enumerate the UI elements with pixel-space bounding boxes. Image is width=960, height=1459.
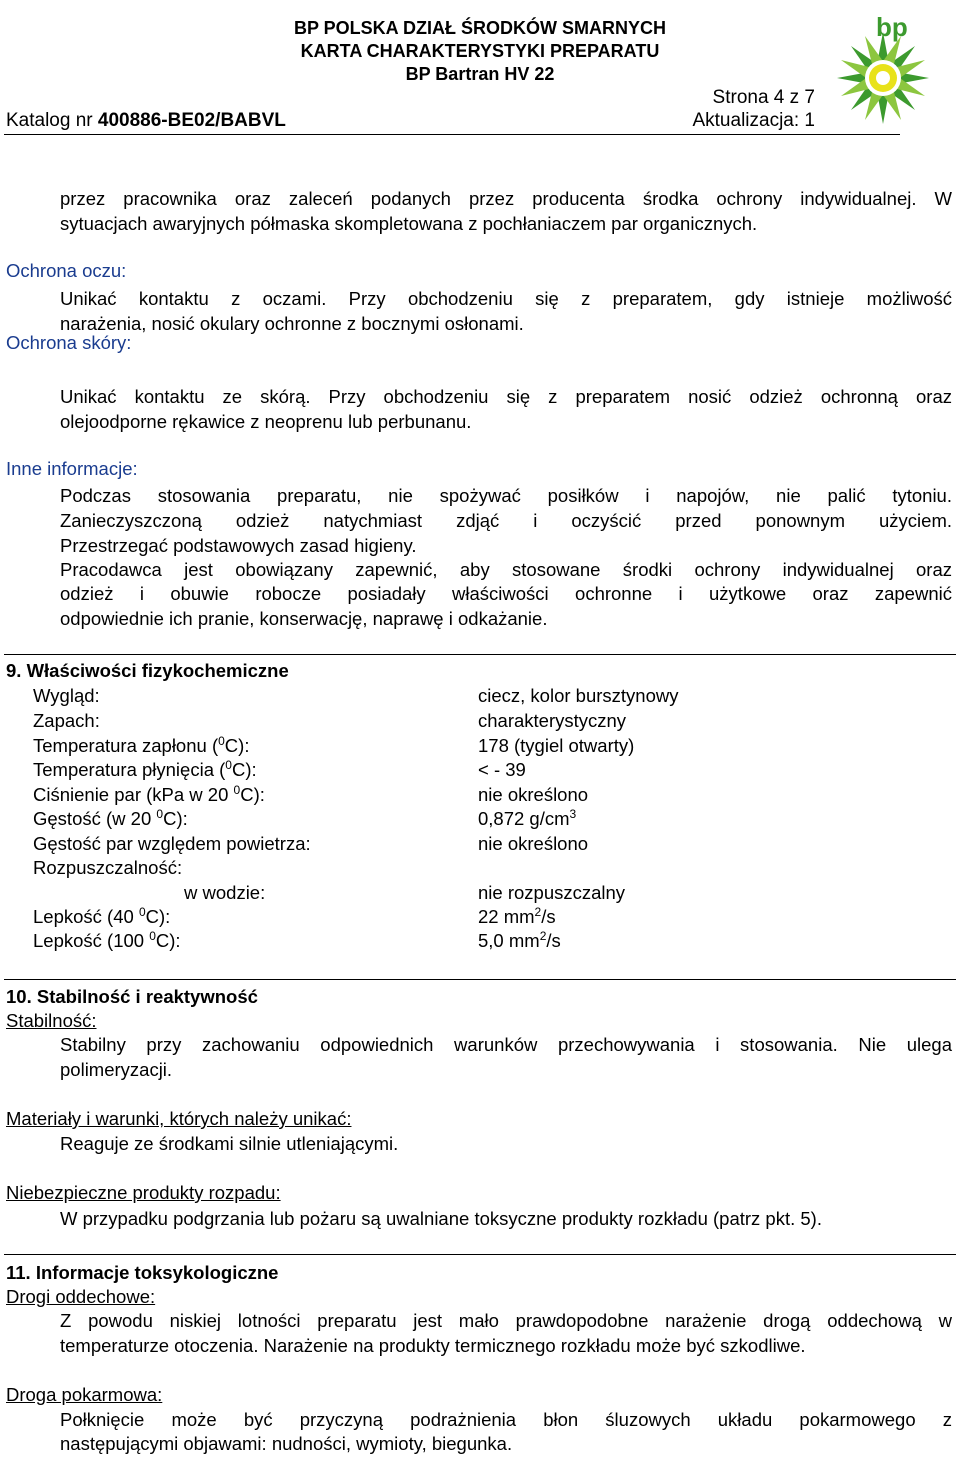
- pour-point-label: Temperatura płynięcia ($^0$C):: [33, 757, 257, 780]
- odor-label: Zapach:: [33, 710, 100, 731]
- avoid-text: Reaguje ze środkami silnie utleniającymi.: [60, 1133, 399, 1154]
- flash-point-label: Temperatura zapłonu ($^0$C):: [33, 733, 250, 756]
- skin-protection-label: Ochrona skóry:: [6, 332, 132, 353]
- skin-protection-line1: Unikać kontaktu ze skórą. Przy obchodzeniu się z preparatem nosić odzież ochronną oraz: [60, 386, 952, 407]
- oral-label: Droga pokarmowa:: [6, 1384, 163, 1405]
- inhalation-line1: Z powodu niskiej lotności preparatu jest mało prawdopodobne narażenie drogą oddechową w: [60, 1310, 952, 1331]
- pour-point-value: < - 39: [478, 759, 526, 780]
- other-info-line3: Przestrzegać podstawowych zasad higieny.: [60, 535, 417, 556]
- section10-divider: [4, 979, 956, 980]
- eye-protection-line1: Unikać kontaktu z oczami. Przy obchodzeniu się z preparatem, gdy istnieje możliwość: [60, 288, 952, 309]
- inhalation-label: Drogi oddechowe:: [6, 1286, 156, 1307]
- section10-title: 10. Stabilność i reaktywność: [6, 986, 258, 1007]
- other-info-line4: Pracodawca jest obowiązany zapewnić, aby stosowane środki ochrony indywidualnej oraz: [60, 559, 952, 580]
- update-number: Aktualizacja: 1: [692, 110, 815, 131]
- decomposition-text: W przypadku podgrzania lub pożaru są uwalniane toksyczne produkty rozkładu (patrz pkt. 5).: [60, 1208, 822, 1229]
- eye-protection-line2: narażenia, nosić okulary ochronne z bocznymi osłonami.: [60, 313, 524, 334]
- stability-line1: Stabilny przy zachowaniu odpowiednich warunków przechowywania i stosowania. Nie ulega: [60, 1034, 952, 1055]
- flash-point-value: 178 (tygiel otwarty): [478, 735, 635, 756]
- vapor-density-value: nie określono: [478, 833, 589, 854]
- other-info-line5: odzież i obuwie robocze posiadały właściwości ochronne i użytkowe oraz zapewnić: [60, 583, 952, 604]
- page-number: Strona 4 z 7: [712, 87, 815, 108]
- oral-line1: Połknięcie może być przyczyną podrażnienia błon śluzowych układu pokarmowego z: [60, 1409, 952, 1430]
- bp-logo-text: bp: [876, 12, 908, 42]
- respiratory-text-line1: przez pracownika oraz zaleceń podanych przez producenta środka ochrony indywidualnej. W: [60, 188, 952, 209]
- decomposition-label: Niebezpieczne produkty rozpadu:: [6, 1182, 281, 1203]
- odor-value: charakterystyczny: [478, 710, 627, 731]
- company-name: BP POLSKA DZIAŁ ŚRODKÓW SMARNYCH: [293, 18, 666, 38]
- viscosity-40-value: 22 $mm^2/s$: [478, 904, 556, 927]
- respiratory-text-line2: sytuacjach awaryjnych półmaska skompletowana z pochłaniaczem par organicznych.: [60, 213, 758, 234]
- other-info-line2: Zanieczyszczoną odzież natychmiast zdjąć i oczyścić przed ponownym użyciem.: [60, 510, 952, 531]
- avoid-label: Materiały i warunki, których należy unikać:: [6, 1108, 352, 1129]
- catalog-number: [6, 110, 286, 132]
- skin-protection-line2: olejoodporne rękawice z neoprenu lub perbunanu.: [60, 411, 472, 432]
- other-info-label: Inne informacje:: [6, 458, 138, 479]
- solubility-label: Rozpuszczalność:: [33, 857, 183, 878]
- catalog-label: Katalog nr: [6, 110, 93, 131]
- water-solubility-label: w wodzie:: [184, 882, 266, 903]
- section11-title: 11. Informacje toksykologiczne: [6, 1262, 279, 1283]
- viscosity-40-label: Lepkość (40 $^0$C):: [33, 904, 171, 927]
- stability-label: Stabilność:: [6, 1010, 97, 1031]
- other-info-line6: odpowiednie ich pranie, konserwację, naprawę i odkażanie.: [60, 608, 548, 629]
- water-solubility-value: nie rozpuszczalny: [478, 882, 626, 903]
- header-divider: [4, 134, 900, 135]
- stability-line2: polimeryzacji.: [60, 1059, 173, 1080]
- viscosity-100-value: 5,0 $mm^2/s$: [478, 928, 561, 951]
- appearance-value: ciecz, kolor bursztynowy: [478, 685, 679, 706]
- vapor-density-label: Gęstość par względem powietrza:: [33, 833, 311, 854]
- document-type: KARTA CHARAKTERYSTYKI PREPARATU: [300, 41, 660, 61]
- density-value: 0,872 $g/cm^3$: [478, 806, 577, 829]
- vapor-pressure-value: nie określono: [478, 784, 589, 805]
- bp-logo-icon: [828, 10, 938, 125]
- catalog-value: 400886-BE02/BABVL: [97, 110, 286, 131]
- vapor-pressure-label: Ciśnienie par (kPa w 20 $^0$C):: [33, 782, 265, 805]
- section11-divider: [4, 1254, 956, 1255]
- oral-line2: następującymi objawami: nudności, wymioty, biegunka.: [60, 1433, 513, 1454]
- section9-title: 9. Właściwości fizykochemiczne: [6, 660, 289, 681]
- product-name: BP Bartran HV 22: [405, 64, 555, 84]
- inhalation-line2: temperaturze otoczenia. Narażenie na produkty termicznego rozkładu może być szkodliwe.: [60, 1335, 806, 1356]
- section9-divider: [4, 654, 956, 655]
- other-info-line1: Podczas stosowania preparatu, nie spożywać posiłków i napojów, nie palić tytoniu.: [60, 485, 952, 506]
- density-label: Gęstość (w 20 $^0$C):: [33, 806, 188, 829]
- eye-protection-label: Ochrona oczu:: [6, 260, 127, 281]
- appearance-label: Wygląd:: [33, 685, 100, 706]
- viscosity-100-label: Lepkość (100 $^0$C):: [33, 928, 181, 951]
